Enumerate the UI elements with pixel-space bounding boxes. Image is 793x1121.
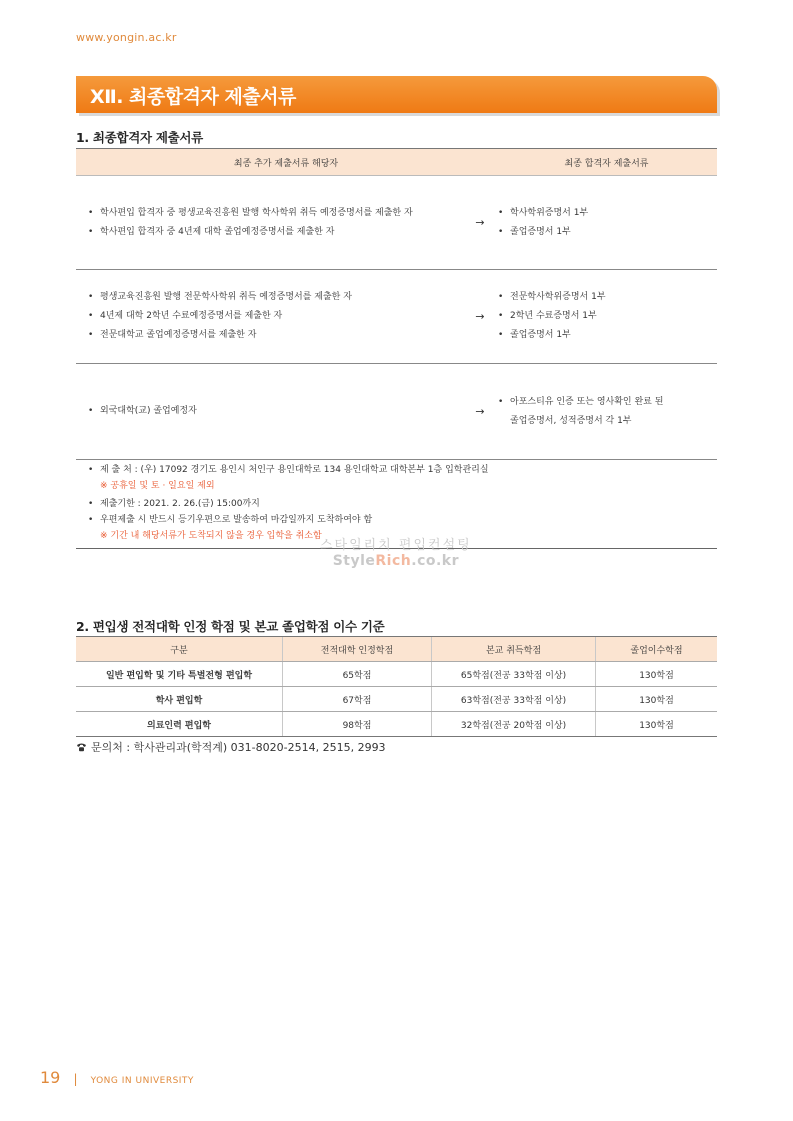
contact-text: 문의처 : 학사관리과(학적계) 031-8020-2514, 2515, 2993 [91,741,386,754]
chapter-title: Ⅻ. 최종합격자 제출서류 [90,86,296,108]
list-item: • 2학년 수료증명서 1부 [498,307,716,326]
watermark [320,534,472,569]
category-cell: 일반 편입학 및 기타 특별전형 편입학 [76,662,283,687]
eligible-cell [76,270,464,364]
section1-title: 1. 최종합격자 제출서류 [76,130,203,145]
category-cell: 의료인력 편입학 [76,712,283,737]
list-item: • 학사편입 합격자 중 평생교육진흥원 발행 학사학위 취득 예정증명서를 제출한 자 [88,204,463,223]
table-row [76,270,717,364]
col-header-eligible: 최종 추가 제출서류 해당자 [76,149,496,176]
list-item: • 전문대학교 졸업예정증명서를 제출한 자 [88,326,463,345]
arrow-icon: → [464,364,496,460]
table-row [76,176,717,270]
col-header-graduation-credits: 졸업이수학점 [596,637,718,662]
contact-info [76,739,386,755]
list-item [498,393,716,431]
table-cell: 63학점(전공 33학점 이상) [432,687,596,712]
watermark-domain [320,553,472,569]
mail-note: ※ 기간 내 해당서류가 도착되지 않을 경우 입학을 취소함 [100,531,322,541]
table-cell: 67학점 [283,687,432,712]
credits-table [76,636,717,737]
page-number: 19 [40,1068,61,1087]
watermark-tld: .co.kr [411,553,460,569]
phone-icon [76,742,87,755]
list-item: • 평생교육진흥원 발행 전문학사학위 취득 예정증명서를 제출한 자 [88,288,463,307]
list-item: • 학사학위증명서 1부 [498,204,716,223]
submission-address: • 제 출 처 : (우) 17092 경기도 용인시 처인구 용인대학로 134 용인대학교 대학본부 1층 입학관리실 [88,462,489,478]
page-footer [40,1068,194,1087]
section2-title: 2. 편입생 전적대학 인정 학점 및 본교 졸업학점 이수 기준 [76,619,385,634]
col-header-earned-credits: 본교 취득학점 [432,637,596,662]
arrow-icon: → [464,270,496,364]
chapter-banner [76,76,717,113]
documents-cell [496,364,717,460]
table-row [76,687,717,712]
address-note: ※ 공휴일 및 토 · 일요일 제외 [100,481,215,491]
col-header-category: 구분 [76,637,283,662]
documents-cell [496,270,717,364]
mail-instruction: • 우편제출 시 반드시 등기우편으로 발송하여 마감일까지 도착하여야 함 [88,512,372,528]
arrow-icon: → [464,176,496,270]
list-item: • 전문학사학위증명서 1부 [498,288,716,307]
list-item: • 4년제 대학 2학년 수료예정증명서를 제출한 자 [88,307,463,326]
eligible-cell [76,364,464,460]
category-cell: 학사 편입학 [76,687,283,712]
submission-deadline: • 제출기한 : 2021. 2. 26.(금) 15:00까지 [88,496,260,512]
eligible-cell [76,176,464,270]
site-url[interactable]: www.yongin.ac.kr [76,31,177,44]
list-item-line: 아포스티유 인증 또는 영사확인 완료 된 [510,396,664,407]
list-item: • 졸업증명서 1부 [498,223,716,242]
table-cell: 130학점 [596,687,718,712]
watermark-rich: Rich [375,553,412,569]
credits-table-header [76,637,717,662]
table-cell: 98학점 [283,712,432,737]
footer-separator: | [73,1072,78,1086]
col-header-transfer-credits: 전적대학 인정학점 [283,637,432,662]
watermark-text: 스타일리치 편입컨설팅 [320,538,472,553]
list-item-line: 졸업증명서, 성적증명서 각 1부 [510,415,632,426]
table-cell: 130학점 [596,712,718,737]
documents-table-header [76,149,717,176]
list-item: • 졸업증명서 1부 [498,326,716,345]
watermark-style: Style [332,553,376,569]
col-header-documents: 최종 합격자 제출서류 [496,149,717,176]
table-row [76,712,717,737]
table-cell: 130학점 [596,662,718,687]
list-item: • 외국대학(교) 졸업예정자 [88,402,463,421]
table-row [76,364,717,460]
table-cell: 65학점(전공 33학점 이상) [432,662,596,687]
table-row [76,662,717,687]
documents-table [76,148,717,460]
table-cell: 65학점 [283,662,432,687]
table-cell: 32학점(전공 20학점 이상) [432,712,596,737]
documents-cell [496,176,717,270]
university-name: YONG IN UNIVERSITY [90,1076,194,1086]
list-item: • 학사편입 합격자 중 4년제 대학 졸업예정증명서를 제출한 자 [88,223,463,242]
